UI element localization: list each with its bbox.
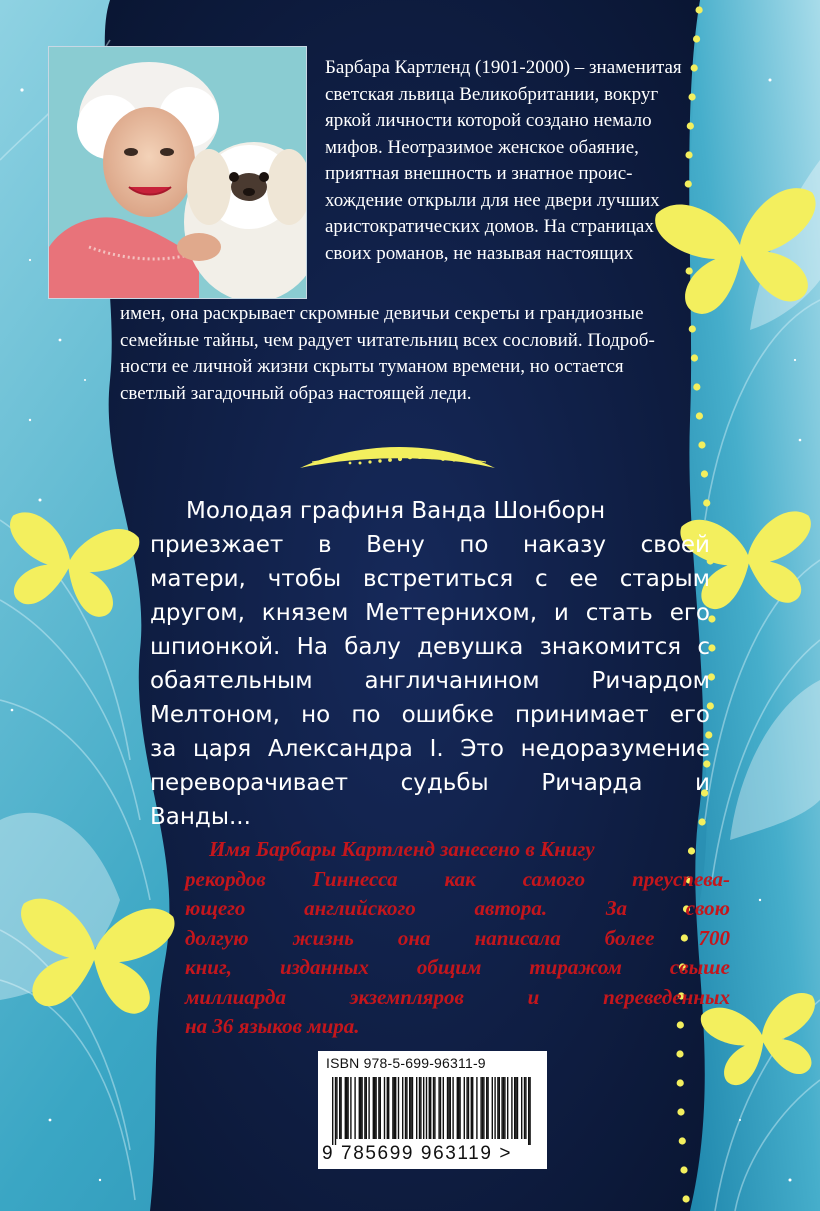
- bio-line: приятная внешность и знатное проис-: [325, 163, 633, 184]
- barcode-bar: [387, 1077, 388, 1139]
- barcode-bar: [458, 1077, 459, 1139]
- author-bio-wide: [120, 301, 655, 407]
- bio-line: аристократических домов. На страницах: [325, 216, 654, 237]
- description-line: за царя Александра I. Это недоразумение: [150, 736, 710, 762]
- description-line: Мелтоном, но по ошибке принимает его: [150, 702, 710, 728]
- border-dot: [688, 93, 695, 100]
- barcode-bar: [388, 1077, 389, 1139]
- barcode-bar: [524, 1077, 525, 1139]
- barcode-bar: [419, 1077, 420, 1139]
- barcode-number: 9 785699 963119 >: [322, 1143, 513, 1164]
- barcode-bar: [514, 1077, 515, 1139]
- description-line: обаятельным англичанином Ричардом: [150, 668, 710, 694]
- barcode-bar: [511, 1077, 512, 1139]
- barcode-bar: [515, 1077, 516, 1139]
- barcode-bar: [360, 1077, 361, 1139]
- barcode-bar: [487, 1077, 488, 1139]
- record-line: на 36 языков мира.: [185, 1014, 360, 1038]
- barcode-bar: [482, 1077, 483, 1139]
- barcode-bar: [350, 1077, 351, 1139]
- author-photo: [48, 46, 307, 299]
- barcode-bar: [501, 1077, 502, 1139]
- barcode-bar: [448, 1077, 449, 1139]
- barcode-bar: [374, 1077, 375, 1139]
- barcode-bar: [464, 1077, 465, 1139]
- barcode-bar: [339, 1077, 340, 1139]
- barcode-bar: [409, 1077, 410, 1139]
- barcode-bar: [406, 1077, 407, 1139]
- border-dot: [677, 1079, 684, 1086]
- barcode-bar: [525, 1077, 526, 1139]
- barcode-bar: [438, 1077, 439, 1139]
- barcode-bar: [398, 1077, 399, 1139]
- border-dot: [685, 180, 692, 187]
- description-line: приезжает в Вену по наказу своей: [150, 532, 710, 558]
- barcode-bar: [366, 1077, 367, 1139]
- barcode-bar: [392, 1077, 393, 1139]
- barcode-bar: [433, 1077, 434, 1139]
- barcode-bar: [345, 1077, 346, 1139]
- barcode-bar: [347, 1077, 348, 1139]
- record-line: миллиарда экземпляров и переведенных: [185, 984, 730, 1009]
- border-dot: [698, 441, 705, 448]
- barcode-bar: [373, 1077, 374, 1139]
- border-dot: [689, 325, 696, 332]
- bio-line: Барбара Картленд (1901-2000) – знаменитая: [325, 57, 682, 78]
- book-description: [150, 494, 710, 834]
- barcode-bar: [354, 1077, 355, 1139]
- barcode-bar: [440, 1077, 441, 1139]
- barcode-bar: [452, 1077, 453, 1139]
- barcode-bar: [480, 1077, 481, 1139]
- barcode-bar: [466, 1077, 467, 1139]
- border-dot: [680, 1166, 687, 1173]
- bio-line: светлый загадочный образ настоящей леди.: [120, 382, 472, 404]
- border-dot: [686, 267, 693, 274]
- barcode-bar: [405, 1077, 406, 1139]
- barcode-bar: [336, 1077, 337, 1139]
- barcode-bar: [429, 1077, 430, 1139]
- barcode-bar: [499, 1077, 500, 1139]
- description-line: Молодая графиня Ванда Шонборн: [186, 498, 606, 524]
- barcode-bar: [503, 1077, 504, 1139]
- barcode-bar: [447, 1077, 448, 1139]
- isbn-text: ISBN 978-5-699-96311-9: [326, 1055, 486, 1071]
- barcode-bar: [504, 1077, 505, 1139]
- barcode-bar: [457, 1077, 458, 1139]
- barcode-bar: [521, 1077, 522, 1139]
- barcode-bar: [468, 1077, 469, 1139]
- description-line: шпионкой. На балу девушка знакомится с: [150, 634, 710, 660]
- bio-line: мифов. Неотразимое женское обаяние,: [325, 136, 639, 158]
- border-dot: [679, 1137, 686, 1144]
- barcode-bar: [529, 1077, 530, 1145]
- barcode-bar: [472, 1077, 473, 1139]
- border-dot: [676, 1050, 683, 1057]
- border-dot: [691, 354, 698, 361]
- barcode-bar: [486, 1077, 487, 1139]
- barcode-bar: [416, 1077, 417, 1139]
- barcode-bar: [423, 1077, 424, 1139]
- record-line: рекордов Гиннесса как самого преуспева-: [185, 866, 730, 891]
- border-dot: [683, 1195, 690, 1202]
- barcode-bar: [420, 1077, 421, 1139]
- barcode-bar: [517, 1077, 518, 1139]
- barcode-bar: [378, 1077, 379, 1139]
- barcode-bar: [395, 1077, 396, 1139]
- bio-line: светская львица Великобритании, вокруг: [325, 83, 659, 105]
- barcode-bar: [494, 1077, 495, 1139]
- description-line: матери, чтобы встретиться с ее старым: [150, 566, 710, 592]
- barcode-bar: [364, 1077, 365, 1139]
- barcode-bar: [497, 1077, 498, 1139]
- bio-line: ности ее личной жизни скрыты туманом времени, но остается: [120, 356, 624, 377]
- barcode-bar: [361, 1077, 362, 1139]
- record-line: ющего английского автора. За свою: [185, 896, 730, 920]
- barcode-bar: [332, 1077, 333, 1145]
- barcode-bar: [507, 1077, 508, 1139]
- description-line: переворачивает судьбы Ричарда и: [150, 770, 710, 796]
- barcode-bar: [459, 1077, 460, 1139]
- barcode-bar: [528, 1077, 529, 1145]
- description-line: другом, князем Меттернихом, и стать его: [150, 600, 710, 626]
- record-line: Имя Барбары Картленд занесено в Книгу: [209, 837, 595, 861]
- border-dot: [693, 35, 700, 42]
- border-dot: [693, 383, 700, 390]
- barcode-bar: [412, 1077, 413, 1139]
- guinness-record-note: [185, 835, 730, 1042]
- border-dot: [691, 64, 698, 71]
- barcode-bar: [340, 1077, 341, 1139]
- author-bio-narrow: [325, 55, 682, 267]
- border-dot: [701, 470, 708, 477]
- barcode-bar: [335, 1077, 336, 1145]
- barcode-bar: [430, 1077, 431, 1139]
- barcode-bar: [450, 1077, 451, 1139]
- barcode-bar: [492, 1077, 493, 1139]
- barcode-bar: [359, 1077, 360, 1139]
- barcode-bar: [443, 1077, 444, 1139]
- description-line: Ванды...: [150, 804, 251, 830]
- bio-line: яркой личности которой создано немало: [325, 110, 652, 131]
- barcode-bar: [394, 1077, 395, 1139]
- barcode-bar: [380, 1077, 381, 1139]
- barcode-bar: [402, 1077, 403, 1139]
- record-line: долгую жизнь она написала более 700: [185, 925, 730, 950]
- record-line: книг, изданных общим тиражом свыше: [185, 955, 730, 979]
- bio-line: имен, она раскрывает скромные девичьи секреты и грандиозные: [120, 303, 644, 324]
- bio-line: хождение открыли для нее двери лучших: [325, 189, 660, 211]
- barcode-bar: [384, 1077, 385, 1139]
- barcode-bar: [375, 1077, 376, 1139]
- border-dot: [685, 151, 692, 158]
- barcode-bar: [426, 1077, 427, 1139]
- barcode-bar: [434, 1077, 435, 1139]
- isbn-barcode: [318, 1051, 547, 1169]
- border-dot: [696, 412, 703, 419]
- barcode-bar: [368, 1077, 369, 1139]
- border-dot: [687, 122, 694, 129]
- barcode-bar: [346, 1077, 347, 1139]
- barcode-bar: [471, 1077, 472, 1139]
- barcode-bar: [410, 1077, 411, 1139]
- barcode-bar: [476, 1077, 477, 1139]
- border-dot: [677, 1108, 684, 1115]
- bio-line: семейные тайны, чем радует читательниц всех сословий. Подроб-: [120, 329, 655, 351]
- bio-line: своих романов, не называя настоящих: [325, 242, 634, 264]
- border-dot: [696, 6, 703, 13]
- barcode-bar: [483, 1077, 484, 1139]
